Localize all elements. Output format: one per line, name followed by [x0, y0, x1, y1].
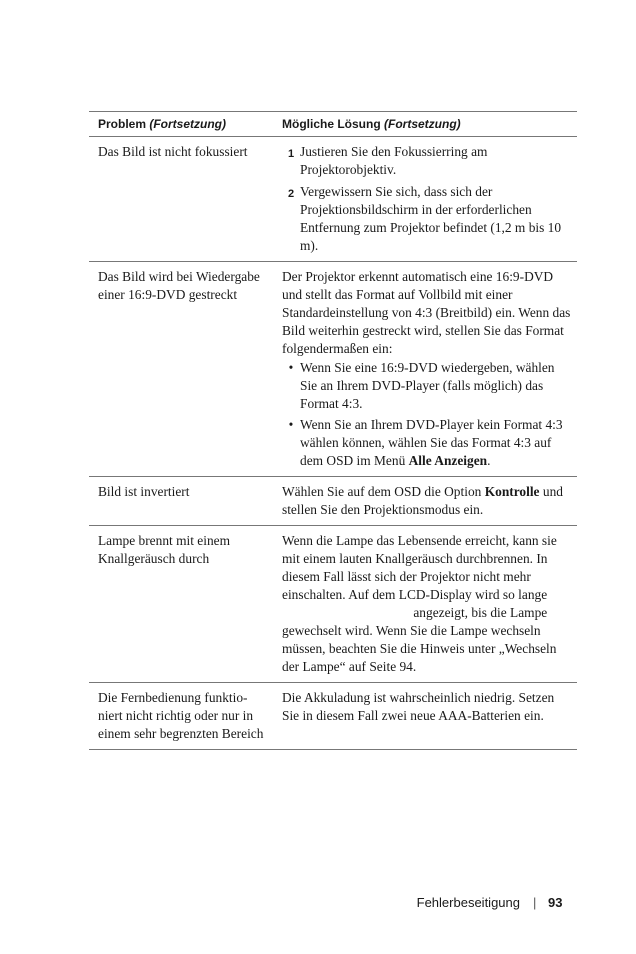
- table-row: [89, 683, 577, 750]
- solution-cell: [280, 262, 577, 476]
- header-problem-suffix: (Fortsetzung): [149, 117, 227, 131]
- header-solution-label: Mögliche Lösung: [282, 117, 381, 131]
- solution-cell: [280, 137, 577, 261]
- bullet-dot: •: [288, 360, 294, 375]
- header-solution-suffix: (Fortsetzung): [384, 117, 461, 131]
- problem-cell: Bild ist invertiert: [98, 484, 190, 499]
- step-number: 1: [287, 148, 295, 160]
- header-problem: [89, 112, 280, 136]
- page-number: 93: [548, 895, 563, 910]
- footer-section-title: Fehlerbeseitigung: [416, 895, 520, 910]
- problem-cell: Lampe brennt mit einem Knallgeräusch durch: [98, 533, 231, 566]
- table-row: [89, 137, 577, 262]
- bullet-text-main: Wenn Sie an Ihrem DVD-Player kein Format 4:3 wählen können, wählen Sie das Format 4:3 auf dem OSD im Menü: [300, 417, 563, 468]
- solution-text-end: und stellen Sie den Projektionsmodus ein.: [282, 484, 563, 517]
- table-header-row: [89, 112, 577, 137]
- step-text: Vergewissern Sie sich, dass sich der Projektionsbildschirm in der erforderlichen Entfernung zum Projektor befindet (1,2 m bis 10 m).: [300, 184, 562, 253]
- solution-cell: [280, 526, 577, 682]
- header-solution: [280, 112, 577, 136]
- bullet-dot: •: [288, 417, 294, 432]
- bullet-item: [282, 416, 571, 470]
- solution-cell: [280, 477, 577, 525]
- step-text: Justieren Sie den Fokussierring am Projektorobjektiv.: [300, 144, 488, 177]
- header-problem-label: Problem: [98, 117, 147, 131]
- step-item: [282, 143, 571, 179]
- table-row: [89, 477, 577, 526]
- solution-cell: Die Akkuladung ist wahrscheinlich niedrig. Setzen Sie in diesem Fall zwei neue AAA-Batterien ein.: [282, 690, 555, 723]
- problem-cell: Die Fernbedienung funktio-niert nicht richtig oder nur in einem sehr begrenzten Bereich: [98, 690, 264, 741]
- page-footer: [0, 895, 636, 915]
- bullet-text-end: .: [487, 453, 491, 468]
- troubleshooting-table: [89, 111, 577, 750]
- table-row: [89, 526, 577, 683]
- menu-name: Alle Anzeigen: [408, 453, 488, 468]
- solution-text: Wenn die Lampe das Lebensende erreicht, kann sie mit einem lauten Knallgeräusch durchbrennen. In diesem Fall lässt sich der Projektor nicht mehr einschalten. Auf dem LCD-Display wird so lange: [282, 533, 557, 602]
- bullet-text: [300, 416, 571, 470]
- problem-cell: Das Bild wird bei Wiedergabe einer 16:9-DVD gestreckt: [98, 269, 260, 302]
- problem-cell: Das Bild ist nicht fokussiert: [98, 144, 248, 159]
- solution-text-end: angezeigt, bis die Lampe gewechselt wird. Wenn Sie die Lampe wechseln müssen, beachten Sie die Hinweis unter „Wechseln der Lampe“ auf Seite 94.: [282, 605, 557, 674]
- solution-text: Wählen Sie auf dem OSD die Option: [282, 484, 482, 499]
- solution-intro: Der Projektor erkennt automatisch eine 16:9-DVD und stellt das Format auf Vollbild mit einer Standardeinstellung von 4:3 (Breitbild) ein. Wenn das Bild weiterhin gestreckt wird, stellen Sie das Format folgendermaßen ein:: [282, 269, 571, 356]
- bullet-item: [282, 359, 571, 413]
- step-number: 2: [287, 188, 295, 200]
- option-name: Kontrolle: [484, 484, 540, 499]
- bullet-text: Wenn Sie eine 16:9-DVD wiedergeben, wählen Sie an Ihrem DVD-Player (falls möglich) das Format 4:3.: [300, 360, 555, 411]
- footer-separator: |: [533, 895, 537, 910]
- step-item: [282, 183, 571, 255]
- table-row: [89, 262, 577, 477]
